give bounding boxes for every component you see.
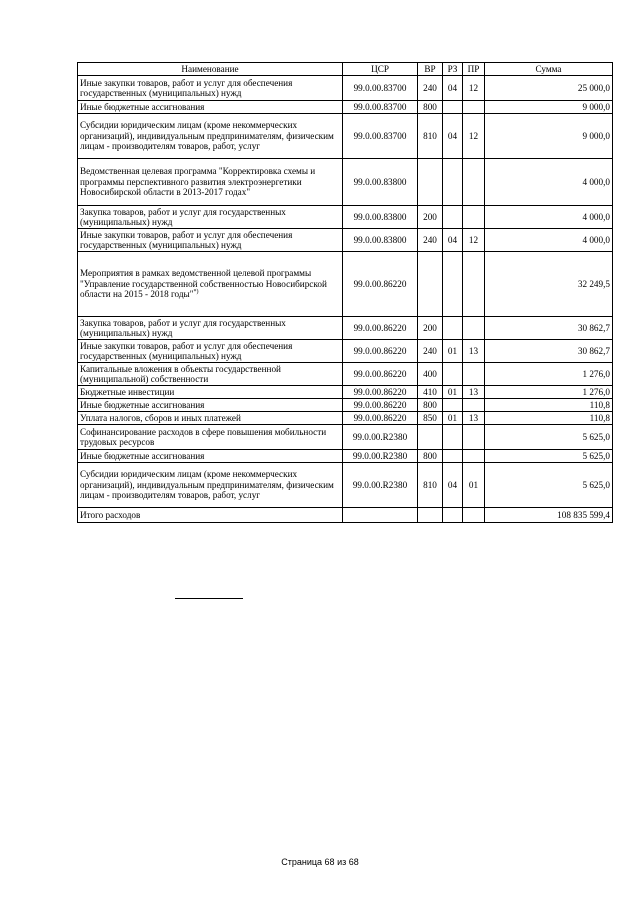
cell-csr: 99.0.00.86220 [343, 317, 418, 340]
table-row [78, 412, 613, 425]
cell-csr: 99.0.00.86220 [343, 412, 418, 425]
cell-pr [463, 159, 485, 206]
cell-vr: 800 [418, 450, 443, 463]
cell-name [78, 340, 343, 363]
cell-pr: 01 [463, 463, 485, 508]
header-rz: РЗ [443, 63, 463, 76]
cell-name [78, 76, 343, 101]
cell-pr: 12 [463, 229, 485, 252]
cell-rz [443, 399, 463, 412]
cell-csr: 99.0.00.83700 [343, 101, 418, 114]
cell-pr [463, 363, 485, 386]
cell-pr: 13 [463, 412, 485, 425]
table-row [78, 101, 613, 114]
cell-name-text: Мероприятия в рамках ведомственной целевой программы "Управление государственной собственностью Новосибирской области на 2015 - 2018 годы" [80, 268, 327, 300]
cell-pr [463, 425, 485, 450]
table-row [78, 425, 613, 450]
cell-name [78, 450, 343, 463]
table-row [78, 159, 613, 206]
total-row [78, 508, 613, 523]
cell-vr: 400 [418, 363, 443, 386]
table-row [78, 399, 613, 412]
cell-name-text: Субсидии юридическим лицам (кроме некоммерческих организаций), индивидуальным предпринимателям, физическим лицам - производителям товаров, работ, услуг [80, 120, 334, 152]
cell-sum: 25 000,0 [485, 76, 613, 101]
cell-rz: 01 [443, 386, 463, 399]
total-rz [443, 508, 463, 523]
cell-pr: 12 [463, 76, 485, 101]
cell-pr [463, 450, 485, 463]
cell-name [78, 412, 343, 425]
cell-name-text: Софинансирование расходов в сфере повышения мобильности трудовых ресурсов [80, 426, 327, 447]
header-pr: ПР [463, 63, 485, 76]
cell-csr: 99.0.00.86220 [343, 340, 418, 363]
cell-csr: 99.0.00.83800 [343, 159, 418, 206]
table-body [78, 76, 613, 523]
cell-csr: 99.0.00.86220 [343, 363, 418, 386]
cell-csr: 99.0.00.83800 [343, 229, 418, 252]
cell-sum: 110,8 [485, 412, 613, 425]
cell-name-text: Уплата налогов, сборов и иных платежей [80, 412, 241, 423]
cell-csr: 99.0.00.R2380 [343, 425, 418, 450]
cell-pr [463, 252, 485, 317]
cell-pr [463, 206, 485, 229]
cell-name-text: Иные закупки товаров, работ и услуг для обеспечения государственных (муниципальных) нужд [80, 229, 293, 250]
cell-rz: 04 [443, 76, 463, 101]
cell-rz [443, 101, 463, 114]
cell-sum: 5 625,0 [485, 463, 613, 508]
cell-rz [443, 450, 463, 463]
cell-rz: 01 [443, 340, 463, 363]
cell-vr: 850 [418, 412, 443, 425]
cell-sum: 9 000,0 [485, 101, 613, 114]
table-row [78, 386, 613, 399]
table-row [78, 229, 613, 252]
table-row [78, 317, 613, 340]
cell-rz [443, 252, 463, 317]
cell-rz: 01 [443, 412, 463, 425]
cell-csr: 99.0.00.83700 [343, 114, 418, 159]
cell-sum: 4 000,0 [485, 229, 613, 252]
cell-csr: 99.0.00.83700 [343, 76, 418, 101]
cell-rz: 04 [443, 114, 463, 159]
total-sum: 108 835 599,4 [485, 508, 613, 523]
cell-name-text: Капитальные вложения в объекты государственной (муниципальной) собственности [80, 363, 281, 384]
cell-rz [443, 317, 463, 340]
cell-rz [443, 206, 463, 229]
cell-pr: 12 [463, 114, 485, 159]
cell-vr [418, 159, 443, 206]
cell-vr: 800 [418, 399, 443, 412]
cell-name [78, 159, 343, 206]
cell-name [78, 463, 343, 508]
cell-rz [443, 159, 463, 206]
cell-name-text: Иные бюджетные ассигнования [80, 101, 205, 112]
cell-rz [443, 363, 463, 386]
cell-vr: 800 [418, 101, 443, 114]
cell-pr [463, 317, 485, 340]
cell-vr: 200 [418, 206, 443, 229]
total-csr [343, 508, 418, 523]
cell-name-text: Закупка товаров, работ и услуг для государственных (муниципальных) нужд [80, 206, 286, 227]
header-name: Наименование [78, 63, 343, 76]
cell-csr: 99.0.00.86220 [343, 252, 418, 317]
cell-vr [418, 252, 443, 317]
cell-name [78, 363, 343, 386]
header-sum: Сумма [485, 63, 613, 76]
cell-sum: 4 000,0 [485, 206, 613, 229]
cell-name-text: Бюджетные инвестиции [80, 386, 175, 397]
cell-vr: 240 [418, 229, 443, 252]
cell-name [78, 425, 343, 450]
budget-table [77, 62, 613, 523]
cell-name-text: Иные закупки товаров, работ и услуг для обеспечения государственных (муниципальных) нужд [80, 340, 293, 361]
cell-vr: 240 [418, 76, 443, 101]
cell-name [78, 229, 343, 252]
cell-sum: 32 249,5 [485, 252, 613, 317]
cell-sum: 1 276,0 [485, 386, 613, 399]
cell-sum: 4 000,0 [485, 159, 613, 206]
header-vr: ВР [418, 63, 443, 76]
cell-vr: 240 [418, 340, 443, 363]
cell-sum: 5 625,0 [485, 450, 613, 463]
table-header-row [78, 63, 613, 76]
total-vr [418, 508, 443, 523]
cell-sum: 5 625,0 [485, 425, 613, 450]
cell-sum: 30 862,7 [485, 317, 613, 340]
header-csr: ЦСР [343, 63, 418, 76]
page-number: Страница 68 из 68 [281, 857, 359, 867]
cell-vr: 810 [418, 114, 443, 159]
table-row [78, 340, 613, 363]
cell-name-text: Иные бюджетные ассигнования [80, 399, 205, 410]
table-row [78, 206, 613, 229]
cell-csr: 99.0.00.R2380 [343, 450, 418, 463]
cell-csr: 99.0.00.R2380 [343, 463, 418, 508]
cell-pr: 13 [463, 340, 485, 363]
cell-name-text: Ведомственная целевая программа "Корректировка схемы и программы перспективного развития электроэнергетики Новосибирской области в 2013-2017 годах" [80, 166, 316, 198]
cell-name-text: Иные бюджетные ассигнования [80, 450, 205, 461]
cell-name [78, 101, 343, 114]
cell-sum: 1 276,0 [485, 363, 613, 386]
table-row [78, 450, 613, 463]
cell-name [78, 114, 343, 159]
cell-name [78, 386, 343, 399]
cell-vr [418, 425, 443, 450]
cell-rz: 04 [443, 229, 463, 252]
cell-pr [463, 101, 485, 114]
cell-sum: 30 862,7 [485, 340, 613, 363]
cell-name-text: Закупка товаров, работ и услуг для государственных (муниципальных) нужд [80, 317, 286, 338]
cell-vr: 410 [418, 386, 443, 399]
cell-vr: 200 [418, 317, 443, 340]
footnote-marker: *) [193, 289, 199, 296]
table-row [78, 76, 613, 101]
cell-sum: 110,8 [485, 399, 613, 412]
table-row [78, 114, 613, 159]
cell-csr: 99.0.00.83800 [343, 206, 418, 229]
cell-sum: 9 000,0 [485, 114, 613, 159]
footnote-separator [175, 598, 243, 599]
cell-name [78, 206, 343, 229]
table-row [78, 463, 613, 508]
table-row [78, 363, 613, 386]
cell-csr: 99.0.00.86220 [343, 386, 418, 399]
total-pr [463, 508, 485, 523]
cell-vr: 810 [418, 463, 443, 508]
cell-name-text: Иные закупки товаров, работ и услуг для обеспечения государственных (муниципальных) нужд [80, 77, 293, 98]
cell-name [78, 317, 343, 340]
cell-pr [463, 399, 485, 412]
cell-name [78, 252, 343, 317]
cell-pr: 13 [463, 386, 485, 399]
cell-csr: 99.0.00.86220 [343, 399, 418, 412]
cell-rz: 04 [443, 463, 463, 508]
cell-name-text: Субсидии юридическим лицам (кроме некоммерческих организаций), индивидуальным предпринимателям, физическим лицам - производителям товаров, работ, услуг [80, 469, 334, 501]
total-label: Итого расходов [78, 508, 343, 523]
cell-name [78, 399, 343, 412]
table-row [78, 252, 613, 317]
cell-rz [443, 425, 463, 450]
